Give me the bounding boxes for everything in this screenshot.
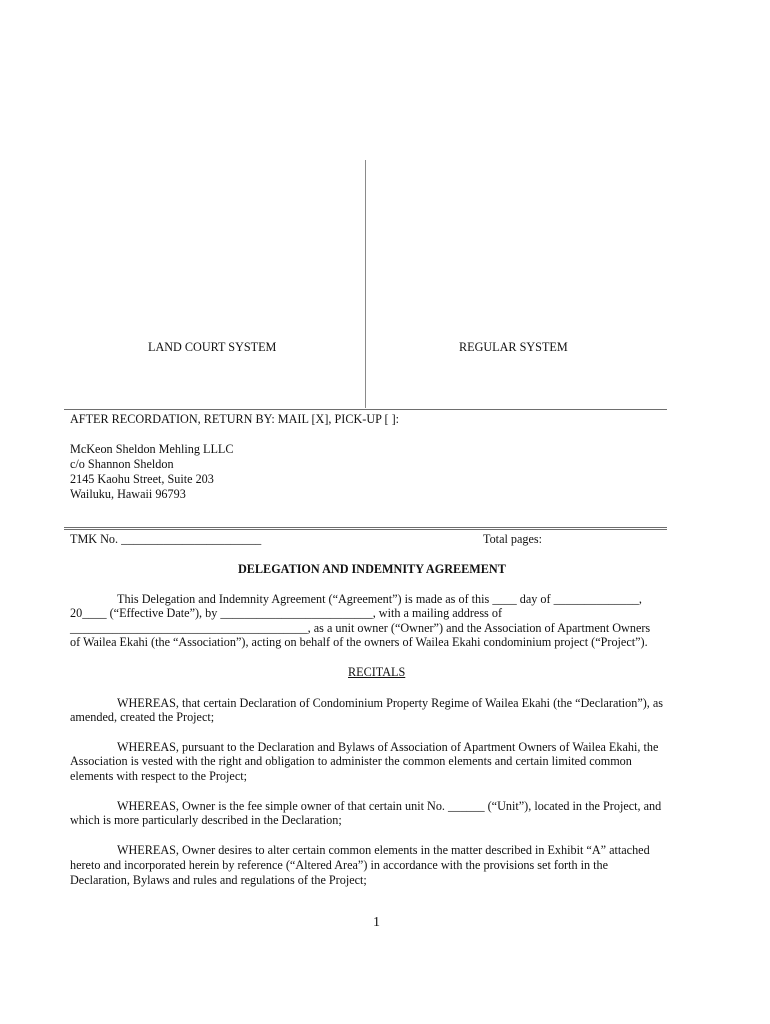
intro-line: 20____ (“Effective Date”), by _________________________, with a mailing address of — [70, 606, 503, 620]
recital-line: Declaration, Bylaws and rules and regulations of the Project; — [70, 873, 367, 887]
recital-line: amended, created the Project; — [70, 710, 215, 724]
recital-line: WHEREAS, pursuant to the Declaration and Bylaws of Association of Apartment Owners of Wailea Ekahi, the — [117, 740, 659, 754]
recitals-heading: RECITALS — [348, 665, 406, 679]
recital-line: Association is vested with the right and obligation to administer the common elements and certain limited common — [70, 754, 632, 768]
intro-line: This Delegation and Indemnity Agreement (“Agreement”) is made as of this ____ day of ______________, — [117, 592, 642, 606]
return-instruction: AFTER RECORDATION, RETURN BY: MAIL [X], PICK-UP [ ]: — [70, 412, 400, 426]
land-court-label: LAND COURT SYSTEM — [148, 340, 277, 354]
recording-divider-vertical — [365, 160, 366, 408]
tmk-field: TMK No. _______________________ — [70, 532, 262, 546]
recital-line: WHEREAS, Owner desires to alter certain common elements in the matter described in Exhibit “A” attached — [117, 843, 650, 857]
address-line: 2145 Kaohu Street, Suite 203 — [70, 472, 214, 486]
recital-line: elements with respect to the Project; — [70, 769, 248, 783]
recital-line: which is more particularly described in the Declaration; — [70, 813, 342, 827]
recital-line: hereto and incorporated herein by reference (“Altered Area”) in accordance with the provisions set forth in the — [70, 858, 609, 872]
recital-line: WHEREAS, that certain Declaration of Condominium Property Regime of Wailea Ekahi (the “Declaration”), as — [117, 696, 664, 710]
regular-system-label: REGULAR SYSTEM — [459, 340, 568, 354]
recital-line: WHEREAS, Owner is the fee simple owner of that certain unit No. ______ (“Unit”), located in the Project, and — [117, 799, 662, 813]
intro-line: _______________________________________, as a unit owner (“Owner”) and the Association of Apartment Owners — [70, 621, 651, 635]
document-title: DELEGATION AND INDEMNITY AGREEMENT — [238, 562, 506, 576]
tmk-divider — [64, 527, 667, 530]
address-line: Wailuku, Hawaii 96793 — [70, 487, 186, 501]
recording-divider-horizontal — [64, 409, 667, 410]
page-number: 1 — [373, 915, 380, 930]
total-pages-field: Total pages: — [483, 532, 543, 546]
address-line: c/o Shannon Sheldon — [70, 457, 174, 471]
intro-line: of Wailea Ekahi (the “Association”), acting on behalf of the owners of Wailea Ekahi condominium project (“Project”). — [70, 635, 648, 649]
address-line: McKeon Sheldon Mehling LLLC — [70, 442, 234, 456]
